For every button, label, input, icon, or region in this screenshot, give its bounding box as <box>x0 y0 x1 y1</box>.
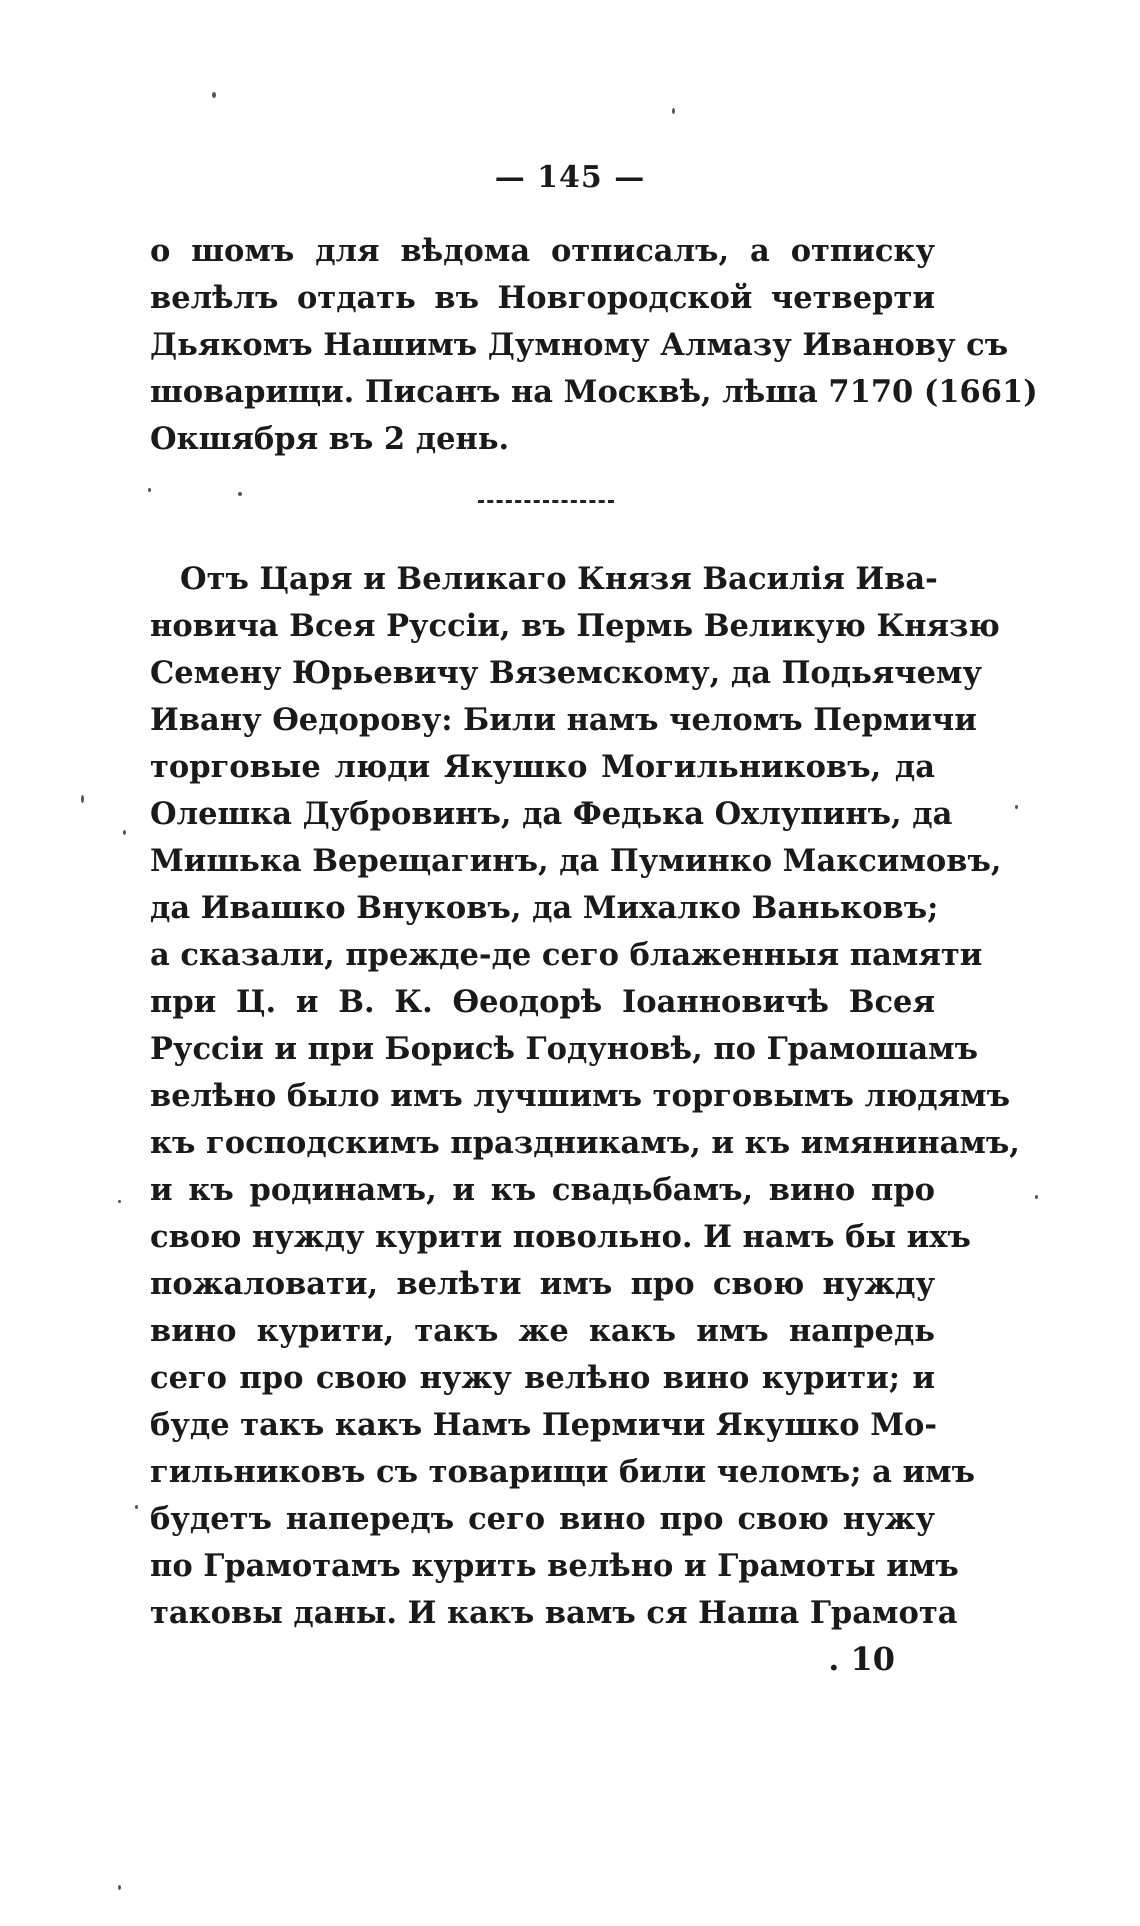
text-line: вино курити, такъ же какъ имъ напредь <box>150 1313 935 1349</box>
text-line: Мишька Верещагинъ, да Пуминко Максимовъ, <box>150 843 1002 879</box>
text-line: гильниковъ съ товарищи били челомъ; а имъ <box>150 1454 975 1490</box>
section-separator <box>478 500 614 503</box>
paragraph-charter <box>150 556 1020 1637</box>
text-line: да Ивашко Внуковъ, да Михалко Ваньковъ; <box>150 890 939 926</box>
scan-speck <box>148 488 151 492</box>
text-line: о шомъ для вѣдома отписалъ, а отписку <box>150 233 935 269</box>
scan-speck <box>118 1885 121 1890</box>
text-line: будетъ напередъ сего вино про свою нужу <box>150 1501 935 1537</box>
text-line: Руссіи и при Борисѣ Годуновѣ, по Грамошамъ <box>150 1031 979 1067</box>
text-line: велѣлъ отдать въ Новгородской четверти <box>150 280 935 316</box>
scan-speck <box>1015 805 1018 809</box>
text-line: Ивану Ѳедорову: Били намъ челомъ Пермичи <box>150 702 977 738</box>
scan-speck <box>118 1200 121 1203</box>
scan-speck <box>212 92 216 98</box>
text-line: свою нужду курити повольно. И намъ бы ихъ <box>150 1219 971 1255</box>
scan-speck <box>123 830 126 835</box>
text-line: Семену Юрьевичу Вяземскому, да Подьячему <box>150 655 983 691</box>
text-line: Окшября въ 2 день. <box>150 421 510 457</box>
text-line: Олешка Дубровинъ, да Федька Охлупинъ, да <box>150 796 953 832</box>
scan-speck <box>1035 1195 1038 1199</box>
text-line: шоварищи. Писанъ на Москвѣ, лѣша 7170 (1661) <box>150 374 1038 410</box>
text-line: новича Всея Руссіи, въ Пермь Великую Князю <box>150 608 1000 644</box>
scan-speck <box>672 108 675 114</box>
text-line: къ господскимъ праздникамъ, и къ имянинамъ, <box>150 1125 1020 1161</box>
scan-speck <box>238 492 242 496</box>
paragraph-document-end <box>150 228 1038 463</box>
text-line: велѣно было имъ лучшимъ торговымъ людямъ <box>150 1078 1011 1114</box>
text-line: торговые люди Якушко Могильниковъ, да <box>150 749 935 785</box>
text-line: при Ц. и В. К. Ѳеодорѣ Іоанновичѣ Всея <box>150 984 935 1020</box>
text-line: пожаловати, велѣти имъ про свою нужду <box>150 1266 935 1302</box>
scan-speck <box>81 795 84 803</box>
text-line: Дьякомъ Нашимъ Думному Алмазу Иванову съ <box>150 327 1009 363</box>
text-line: Отъ Царя и Великаго Князя Василія Ива- <box>180 561 938 597</box>
text-line: по Грамотамъ курить велѣно и Грамоты имъ <box>150 1548 959 1584</box>
page-number: — 145 — <box>494 160 646 195</box>
signature-mark: . 10 <box>828 1640 895 1678</box>
text-line: а сказали, прежде-де сего блаженныя памяти <box>150 937 983 973</box>
text-line: буде такъ какъ Намъ Пермичи Якушко Мо- <box>150 1407 938 1443</box>
text-line: таковы даны. И какъ вамъ ся Наша Грамота <box>150 1595 958 1631</box>
text-line: и къ родинамъ, и къ свадьбамъ, вино про <box>150 1172 935 1208</box>
scan-speck <box>135 1505 138 1509</box>
text-line: сего про свою нужу велѣно вино курити; и <box>150 1360 935 1396</box>
